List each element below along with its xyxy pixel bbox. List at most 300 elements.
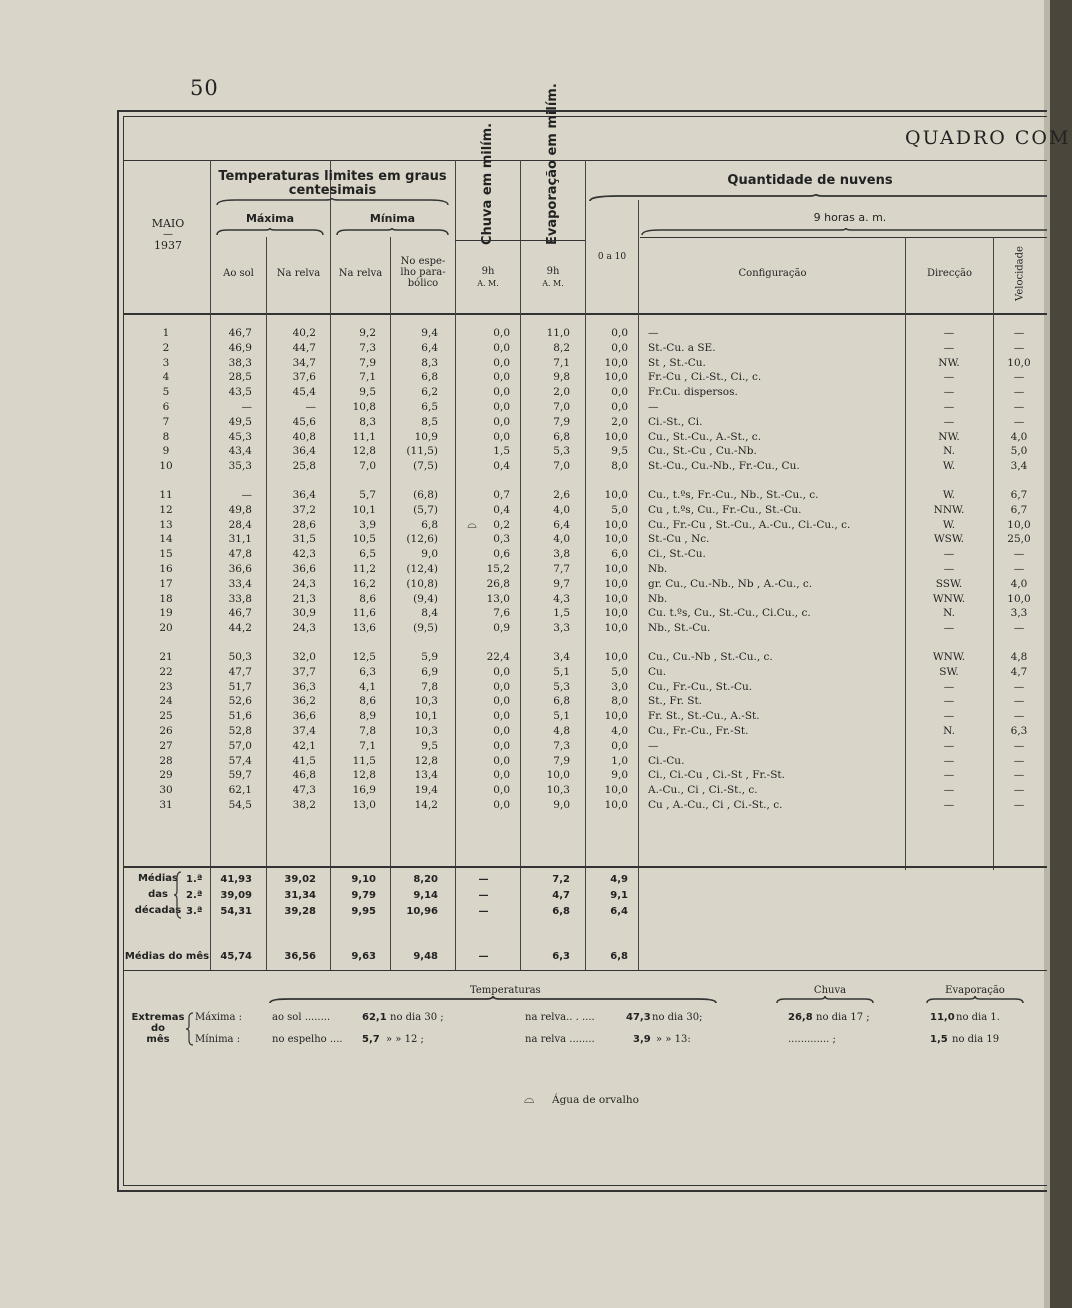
espelho-cell: 6,9 <box>421 665 438 678</box>
dew-water-icon: ⌓ <box>467 516 477 531</box>
chuva-cell: 0,7 <box>493 489 510 501</box>
configuracao-cell: Fr.-Cu , Ci.-St., Ci., c. <box>648 371 762 384</box>
ext-maxima-label: Máxima : <box>195 1012 243 1023</box>
direccao-cell: — <box>943 415 955 428</box>
ao-sol-cell: 54,31 <box>220 906 252 917</box>
chuva-header: Chuva em milím. <box>480 122 495 245</box>
ao-sol-cell: 33,4 <box>228 577 252 590</box>
espelho-cell: 14,2 <box>414 799 438 811</box>
espelho-cell: 6,5 <box>421 401 438 413</box>
chuva-cell: 0,0 <box>493 386 510 399</box>
evaporacao-cell: 5,3 <box>553 680 570 693</box>
configuracao-cell: Cu., Fr.-Cu., Fr.-St. <box>648 725 749 737</box>
ext-minima-label: Mínima : <box>195 1034 241 1045</box>
espelho-cell: (12,6) <box>406 533 438 546</box>
espelho-cell: (5,7) <box>413 503 438 516</box>
chuva-cell: 0,0 <box>493 401 510 413</box>
ext-max-relva-label: na relva.. . .... <box>525 1012 595 1023</box>
chuva-cell: 0,0 <box>493 680 510 693</box>
direccao-cell: N. <box>943 607 955 620</box>
ao-sol-cell: 41,93 <box>220 874 252 885</box>
relva-max-cell: 37,6 <box>292 371 316 384</box>
temp-brace <box>215 198 450 206</box>
relva-min-cell: 10,1 <box>352 503 376 516</box>
ao-sol-cell: 43,4 <box>228 445 252 458</box>
day-cell: 18 <box>159 592 173 605</box>
day-cell: 24 <box>159 695 173 708</box>
nuvens-cell: 0,0 <box>611 386 628 399</box>
relva-max-cell: 24,3 <box>292 622 316 635</box>
ext-min-relva-label: na relva ........ <box>525 1034 595 1045</box>
nuvens-cell: 10,0 <box>604 489 628 501</box>
chuva-cell: 0,0 <box>493 739 510 752</box>
espelho-cell: 10,3 <box>414 695 438 708</box>
velocidade-cell: — <box>1013 739 1025 752</box>
ao-sol-cell: 46,9 <box>228 341 252 354</box>
evaporacao-cell: 4,0 <box>553 533 570 546</box>
col-rule <box>330 160 331 970</box>
nuvens-cell: 10,0 <box>604 533 628 546</box>
chuva-cell: 0,0 <box>493 371 510 384</box>
configuracao-cell: Fr. St., St.-Cu., A.-St. <box>648 710 760 723</box>
mes-label-cell: Médias do mês <box>124 951 210 962</box>
direccao-cell: — <box>943 739 955 752</box>
ao-sol-cell: 45,3 <box>228 430 252 443</box>
configuracao-cell: Cu., St.-Cu , Cu.-Nb. <box>648 445 757 458</box>
direccao-cell: — <box>943 799 955 811</box>
relva-min-cell: 7,9 <box>359 356 376 369</box>
relva-min-cell: 11,5 <box>352 754 376 767</box>
evaporacao-cell: 6,8 <box>552 906 570 917</box>
mes-bottom-rule <box>123 970 1047 971</box>
ext-max-chuva-value: 26,8 <box>788 1012 813 1023</box>
day-cell: 8 <box>162 430 170 443</box>
evaporacao-cell: 7,2 <box>552 874 570 885</box>
direccao-cell: — <box>943 341 955 354</box>
ao-sol-cell: 31,1 <box>228 533 252 546</box>
relva-min-cell: 8,9 <box>359 710 376 723</box>
configuracao-cell: Cu., t.ºs, Fr.-Cu., Nb., St.-Cu., c. <box>648 489 819 501</box>
relva-min-cell: 13,0 <box>352 799 376 811</box>
chuva-cell: 0,0 <box>493 710 510 723</box>
direccao-cell: — <box>943 371 955 384</box>
ao-sol-cell: 50,3 <box>228 651 252 663</box>
relva-max-cell: 45,6 <box>292 415 316 428</box>
velocidade-cell: 3,3 <box>1010 607 1028 620</box>
relva-max-cell: 44,7 <box>292 341 316 354</box>
configuracao-cell: Ci.-Cu. <box>648 754 685 767</box>
velocidade-cell: — <box>1013 548 1025 561</box>
day-cell: 19 <box>159 607 173 620</box>
direccao-cell: — <box>943 680 955 693</box>
espelho-cell: 9,5 <box>421 739 438 752</box>
velocidade-cell: — <box>1013 710 1025 723</box>
ao-sol-cell: 44,2 <box>228 622 252 635</box>
ext-min-evap-value: 1,5 <box>930 1034 948 1045</box>
day-cell: 21 <box>159 651 173 663</box>
nuvens-cell: 6,4 <box>610 906 628 917</box>
chuva-cell: 0,4 <box>493 460 510 473</box>
relva-min-cell: 7,1 <box>359 739 376 752</box>
ext-evaporacao-header: Evaporação <box>945 985 1005 996</box>
evaporacao-cell: 4,8 <box>553 725 570 737</box>
velocidade-cell: — <box>1013 327 1025 339</box>
relva-max-cell: 38,2 <box>292 799 316 811</box>
ext-max-evap-day: no dia 1. <box>956 1012 1000 1023</box>
relva-min-cell: 12,5 <box>352 651 376 663</box>
velocidade-cell: 5,0 <box>1010 445 1028 458</box>
relva-min-cell: 10,5 <box>352 533 376 546</box>
relva-min-cell: 8,6 <box>359 592 376 605</box>
nuvens-sub-rule <box>640 237 1047 238</box>
ao-sol-cell: 57,0 <box>228 739 252 752</box>
espelho-cell: 10,9 <box>414 430 438 443</box>
evaporacao-cell: 7,3 <box>553 739 570 752</box>
relva-max-cell: 36,6 <box>292 710 316 723</box>
direccao-cell: — <box>943 386 955 399</box>
configuracao-cell: St , St.-Cu. <box>648 356 706 369</box>
evaporacao-cell: 6,4 <box>553 518 570 531</box>
extremas-brace <box>186 1012 194 1046</box>
evaporacao-cell: 4,7 <box>552 890 570 901</box>
velocidade-cell: 6,7 <box>1010 489 1028 501</box>
relva-max-cell: 37,2 <box>292 503 316 516</box>
evaporacao-cell: 9,8 <box>553 371 570 384</box>
relva-max-cell: 36,4 <box>292 489 316 501</box>
direccao-cell: — <box>943 563 955 575</box>
nuvens-cell: 10,0 <box>604 371 628 384</box>
direccao-cell: — <box>943 327 955 339</box>
ao-sol-header: Ao sol <box>223 268 254 279</box>
nuvens-cell: 10,0 <box>604 356 628 369</box>
ext-min-evap-day: no dia 19 <box>952 1034 1000 1045</box>
velocidade-cell: — <box>1013 371 1025 384</box>
velocidade-header: Velocidade <box>1014 246 1026 301</box>
extremas-label-2: do <box>150 1023 166 1034</box>
relva-max-cell: 40,2 <box>292 327 316 339</box>
day-cell: 3 <box>162 356 170 369</box>
direccao-cell: — <box>943 401 955 413</box>
chuva-cell: 0,0 <box>493 327 510 339</box>
nuvens-cell: 5,0 <box>611 503 628 516</box>
espelho-cell: (10,8) <box>406 577 438 590</box>
extremas-label-3: mês <box>146 1034 170 1045</box>
direccao-cell: W. <box>942 518 956 531</box>
relva-min-cell: 9,63 <box>351 951 376 962</box>
espelho-cell: 6,4 <box>421 341 438 354</box>
ao-sol-cell: 46,7 <box>228 327 252 339</box>
evaporacao-cell: 3,4 <box>553 651 570 663</box>
configuracao-cell: A.-Cu., Ci , Ci.-St., c. <box>648 784 758 797</box>
ext-temperaturas-brace <box>268 996 718 1004</box>
velocidade-cell: 4,7 <box>1010 665 1028 678</box>
evaporacao-cell: 6,8 <box>553 695 570 708</box>
relva-max-cell: 42,3 <box>292 548 316 561</box>
relva-max-cell: 37,4 <box>292 725 316 737</box>
chuva-cell: 0,0 <box>493 356 510 369</box>
espelho-cell: (12,4) <box>406 563 438 575</box>
configuracao-cell: Cu. <box>648 665 667 678</box>
day-cell: 11 <box>159 489 173 501</box>
configuracao-cell: Nb. <box>648 563 668 575</box>
nuvens-cell: 6,0 <box>611 548 628 561</box>
relva-min-cell: 8,6 <box>359 695 376 708</box>
nuvens-cell: 10,0 <box>604 784 628 797</box>
chuva-cell: 0,2 <box>493 518 510 531</box>
ao-sol-cell: 54,5 <box>228 799 252 811</box>
configuracao-cell: Cu., Fr.-Cu., St.-Cu. <box>648 680 753 693</box>
direccao-cell: — <box>943 769 955 782</box>
decadas-label-1: Médias <box>137 873 179 884</box>
evaporacao-cell: 3,3 <box>553 622 570 635</box>
nuvens-group-header: Quantidade de nuvens <box>727 173 893 188</box>
chuva-cell: 0,9 <box>493 622 510 635</box>
velocidade-cell: — <box>1013 401 1025 413</box>
ext-max-chuva-day: no dia 17 ; <box>816 1012 870 1023</box>
relva-min-cell: 6,3 <box>359 665 376 678</box>
relva-max-cell: 42,1 <box>292 739 316 752</box>
ao-sol-cell: 52,8 <box>228 725 252 737</box>
chuva-cell: 0,0 <box>493 754 510 767</box>
relva-max-cell: 24,3 <box>292 577 316 590</box>
ext-max-relva-value: 47,3 <box>626 1012 651 1023</box>
nuvens-cell: 5,0 <box>611 665 628 678</box>
nuvens-cell: 4,9 <box>610 874 628 885</box>
configuracao-cell: Cu , t.ºs, Cu., Fr.-Cu., St.-Cu. <box>648 503 802 516</box>
nuvens-cell: 1,0 <box>611 754 628 767</box>
configuracao-cell: Nb., St.-Cu. <box>648 622 711 635</box>
relva-min-cell: 11,1 <box>352 430 376 443</box>
nuvens-cell: 2,0 <box>611 415 628 428</box>
velocidade-cell: 10,0 <box>1007 592 1031 605</box>
relva-min-cell: 12,8 <box>352 445 376 458</box>
nuvens-cell: 10,0 <box>604 607 628 620</box>
ext-max-sol-value: 62,1 <box>362 1012 387 1023</box>
nuvens-cell: 10,0 <box>604 563 628 575</box>
ao-sol-cell: 28,4 <box>228 518 252 531</box>
day-cell: 7 <box>162 415 170 428</box>
ext-max-relva-day: no dia 30; <box>652 1012 703 1023</box>
day-cell: 15 <box>159 548 173 561</box>
configuracao-cell: Cu., Fr.-Cu , St.-Cu., A.-Cu., Ci.-Cu., c. <box>648 518 851 531</box>
year-label: 1937 <box>154 239 182 252</box>
decada-key-cell: 3.ª <box>186 906 203 917</box>
evaporacao-cell: 5,1 <box>553 710 570 723</box>
ao-sol-cell: 38,3 <box>228 356 252 369</box>
velocidade-cell: 25,0 <box>1007 533 1031 546</box>
relva-min-cell: 11,2 <box>352 563 376 575</box>
espelho-cell: 12,8 <box>414 754 438 767</box>
decadas-label-3: décadas <box>134 905 182 916</box>
configuracao-cell: — <box>648 739 659 752</box>
decada-key-cell: 2.ª <box>186 890 203 901</box>
ext-temperaturas-header: Temperaturas <box>470 985 541 996</box>
day-cell: 27 <box>159 739 173 752</box>
chuva-cell: 1,5 <box>493 445 510 458</box>
configuracao-cell: gr. Cu., Cu.-Nb., Nb , A.-Cu., c. <box>648 577 813 590</box>
configuracao-cell: — <box>648 327 659 339</box>
nuvens-cell: 6,8 <box>610 951 628 962</box>
espelho-cell: 19,4 <box>414 784 438 797</box>
evap-hour: 9h <box>546 266 560 277</box>
ext-max-sol-label: ao sol ........ <box>272 1012 331 1023</box>
espelho-cell: 5,9 <box>421 651 438 663</box>
direccao-header: Direcção <box>926 268 973 279</box>
chuva-cell: 0,4 <box>493 503 510 516</box>
col-rule <box>210 160 211 970</box>
month-dash: — <box>163 229 173 240</box>
velocidade-cell: — <box>1013 754 1025 767</box>
relva-min-cell: 13,6 <box>352 622 376 635</box>
maxima-brace <box>215 228 325 236</box>
page-edge <box>1050 0 1072 1308</box>
chuva-cell: 0,6 <box>493 548 510 561</box>
evaporacao-cell: 9,7 <box>553 577 570 590</box>
day-cell: 20 <box>159 622 173 635</box>
ext-min-chuva: ............. ; <box>788 1034 836 1045</box>
espelho-cell: 8,5 <box>421 415 438 428</box>
relva-max-cell: 39,28 <box>284 906 316 917</box>
espelho-cell: 6,8 <box>421 371 438 384</box>
day-cell: 17 <box>159 577 173 590</box>
day-cell: 14 <box>159 533 173 546</box>
evaporacao-cell: 4,3 <box>553 592 570 605</box>
evaporacao-cell: 5,3 <box>553 445 570 458</box>
velocidade-cell: — <box>1013 769 1025 782</box>
nuvens-cell: 10,0 <box>604 651 628 663</box>
direccao-cell: — <box>943 622 955 635</box>
chuva-cell: — <box>478 874 489 885</box>
day-cell: 5 <box>162 386 170 399</box>
evaporacao-cell: 11,0 <box>546 327 570 339</box>
nuvens-brace <box>588 194 1047 202</box>
ao-sol-cell: 46,7 <box>228 607 252 620</box>
ext-min-esp-label: no espelho .... <box>272 1034 343 1045</box>
day-cell: 25 <box>159 710 173 723</box>
velocidade-cell: — <box>1013 622 1025 635</box>
ext-max-evap-value: 11,0 <box>930 1012 955 1023</box>
relva-max-cell: 34,7 <box>292 356 316 369</box>
ao-sol-cell: 62,1 <box>228 784 252 797</box>
espelho-cell: 6,8 <box>421 518 438 531</box>
velocidade-cell: — <box>1013 784 1025 797</box>
direccao-cell: N. <box>943 445 955 458</box>
decada-key-cell: 1.ª <box>186 874 203 885</box>
ao-sol-cell: 33,8 <box>228 592 252 605</box>
evaporacao-cell: 9,0 <box>553 799 570 811</box>
chuva-evap-rule <box>455 240 585 241</box>
evap-am: A. M. <box>542 279 564 288</box>
relva-min-cell: 7,1 <box>359 371 376 384</box>
espelho-cell: 10,1 <box>414 710 438 723</box>
evaporacao-cell: 7,1 <box>553 356 570 369</box>
relva-max-cell: 31,5 <box>292 533 316 546</box>
ext-chuva-header: Chuva <box>813 985 847 996</box>
decadas-top-rule <box>123 866 1047 868</box>
espelho-header: No espe-lho para-bólico <box>400 256 446 289</box>
relva-min-cell: 8,3 <box>359 415 376 428</box>
configuracao-cell: St., Fr. St. <box>648 695 703 708</box>
na-relva-max-header: Na relva <box>276 268 321 279</box>
chuva-am: A. M. <box>477 279 499 288</box>
minima-header: Mínima <box>369 212 416 225</box>
nuvens-cell: 10,0 <box>604 430 628 443</box>
configuracao-cell: — <box>648 401 659 413</box>
nuvens-cell: 8,0 <box>611 460 628 473</box>
nuvens-cell: 10,0 <box>604 592 628 605</box>
chuva-cell: 0,0 <box>493 415 510 428</box>
ao-sol-cell: 51,6 <box>228 710 252 723</box>
relva-max-cell: 25,8 <box>292 460 316 473</box>
chuva-cell: 0,0 <box>493 695 510 708</box>
ao-sol-cell: 35,3 <box>228 460 252 473</box>
ao-sol-cell: 52,6 <box>228 695 252 708</box>
relva-max-cell: 39,02 <box>284 874 316 885</box>
escala-header: 0 a 10 <box>597 252 627 262</box>
direccao-cell: — <box>943 784 955 797</box>
day-cell: 13 <box>159 518 173 531</box>
relva-min-cell: 10,8 <box>352 401 376 413</box>
day-cell: 26 <box>159 725 173 737</box>
relva-max-cell: — <box>305 401 316 413</box>
ao-sol-cell: 36,6 <box>228 563 252 575</box>
col-rule <box>585 160 586 970</box>
velocidade-cell: 10,0 <box>1007 518 1031 531</box>
ao-sol-cell: 28,5 <box>228 371 252 384</box>
relva-min-cell: 12,8 <box>352 769 376 782</box>
ext-evaporacao-brace <box>925 996 1025 1004</box>
day-cell: 6 <box>162 401 170 413</box>
day-cell: 2 <box>162 341 170 354</box>
month-label: MAIO <box>151 217 185 230</box>
chuva-cell: 15,2 <box>486 563 510 575</box>
day-cell: 29 <box>159 769 173 782</box>
nuvens-cell: 10,0 <box>604 799 628 811</box>
decadas-label-2: das <box>148 889 168 900</box>
relva-max-cell: 37,7 <box>292 665 316 678</box>
day-cell: 30 <box>159 784 173 797</box>
direccao-cell: W. <box>942 489 956 501</box>
direccao-cell: W. <box>942 460 956 473</box>
day-cell: 12 <box>159 503 173 516</box>
ext-min-relva-day: » » 13: <box>656 1034 691 1045</box>
evaporacao-cell: 5,1 <box>553 665 570 678</box>
chuva-cell: 7,6 <box>493 607 510 620</box>
chuva-cell: 0,0 <box>493 799 510 811</box>
legend-text: Água de orvalho <box>552 1094 639 1106</box>
relva-min-cell: 7,0 <box>359 460 376 473</box>
velocidade-cell: 4,0 <box>1010 577 1028 590</box>
direccao-cell: SSW. <box>935 577 963 590</box>
maxima-header: Máxima <box>245 212 295 225</box>
evaporacao-cell: 7,7 <box>553 563 570 575</box>
espelho-cell: 7,8 <box>421 680 438 693</box>
direccao-cell: NNW. <box>933 503 965 516</box>
chuva-cell: — <box>478 906 489 917</box>
configuracao-cell: Cu., Cu.-Nb , St.-Cu., c. <box>648 651 773 663</box>
ao-sol-cell: 39,09 <box>220 890 252 901</box>
relva-min-cell: 9,79 <box>351 890 376 901</box>
relva-max-cell: 46,8 <box>292 769 316 782</box>
relva-max-cell: 21,3 <box>292 592 316 605</box>
nuvens-cell: 10,0 <box>604 518 628 531</box>
velocidade-cell: — <box>1013 341 1025 354</box>
dew-water-icon: ⌓ <box>524 1092 535 1107</box>
relva-min-cell: 3,9 <box>359 518 376 531</box>
velocidade-cell: — <box>1013 386 1025 399</box>
relva-max-cell: 40,8 <box>292 430 316 443</box>
evaporacao-cell: 7,9 <box>553 754 570 767</box>
